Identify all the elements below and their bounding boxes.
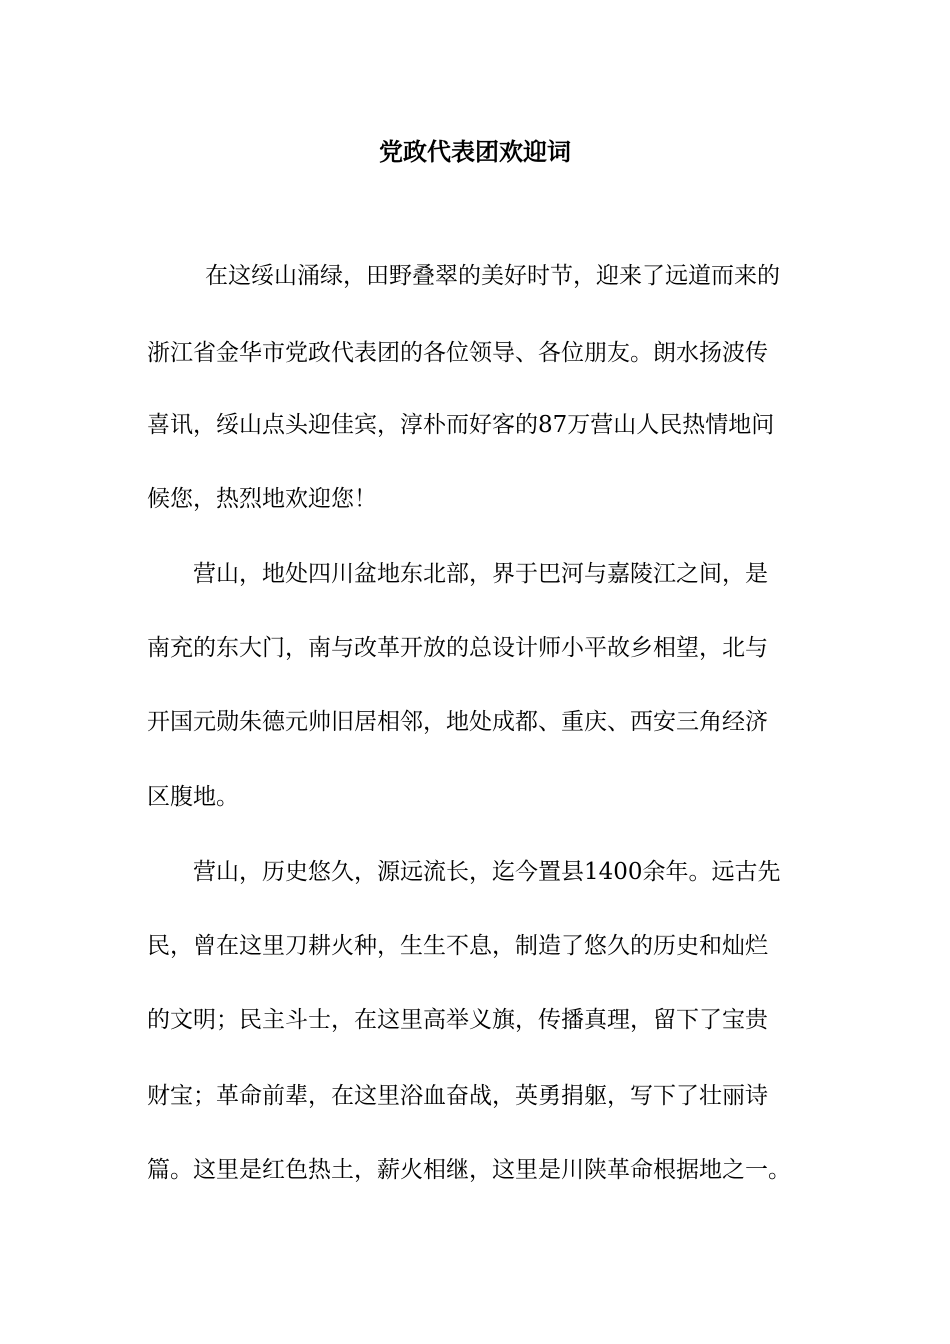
paragraph-3-line-4: 财宝；革命前辈，在这里浴血奋战，英勇捐躯，写下了壮丽诗 [147,1083,768,1109]
paragraph-1-line-4: 候您，热烈地欢迎您！ [147,486,377,512]
paragraph-1-line-2: 浙江省金华市党政代表团的各位领导、各位朋友。朗水扬波传 [147,340,768,366]
paragraph-3-line-3: 的文明；民主斗士，在这里高举义旗，传播真理，留下了宝贵 [147,1007,768,1033]
paragraph-2-line-1: 营山，地处四川盆地东北部，界于巴河与嘉陵江之间，是 [193,561,768,587]
paragraph-2-line-2: 南充的东大门，南与改革开放的总设计师小平故乡相望，北与 [147,635,768,661]
paragraph-1-line-3: 喜讯，绥山点头迎佳宾，淳朴而好客的87万营山人民热情地问 [147,412,775,438]
paragraph-2-line-4: 区腹地。 [147,784,239,810]
document-title: 党政代表团欢迎词 [379,137,571,166]
paragraph-3-line-5: 篇。这里是红色热土，薪火相继，这里是川陕革命根据地之一。 [147,1157,791,1183]
paragraph-3-line-2: 民，曾在这里刀耕火种，生生不息，制造了悠久的历史和灿烂 [147,933,768,959]
paragraph-2-line-3: 开国元勋朱德元帅旧居相邻，地处成都、重庆、西安三角经济 [147,709,768,735]
paragraph-1-line-1: 在这绥山涌绿，田野叠翠的美好时节，迎来了远道而来的 [205,263,780,289]
paragraph-3-line-1: 营山，历史悠久，源远流长，迄今置县1400余年。远古先 [193,859,781,885]
